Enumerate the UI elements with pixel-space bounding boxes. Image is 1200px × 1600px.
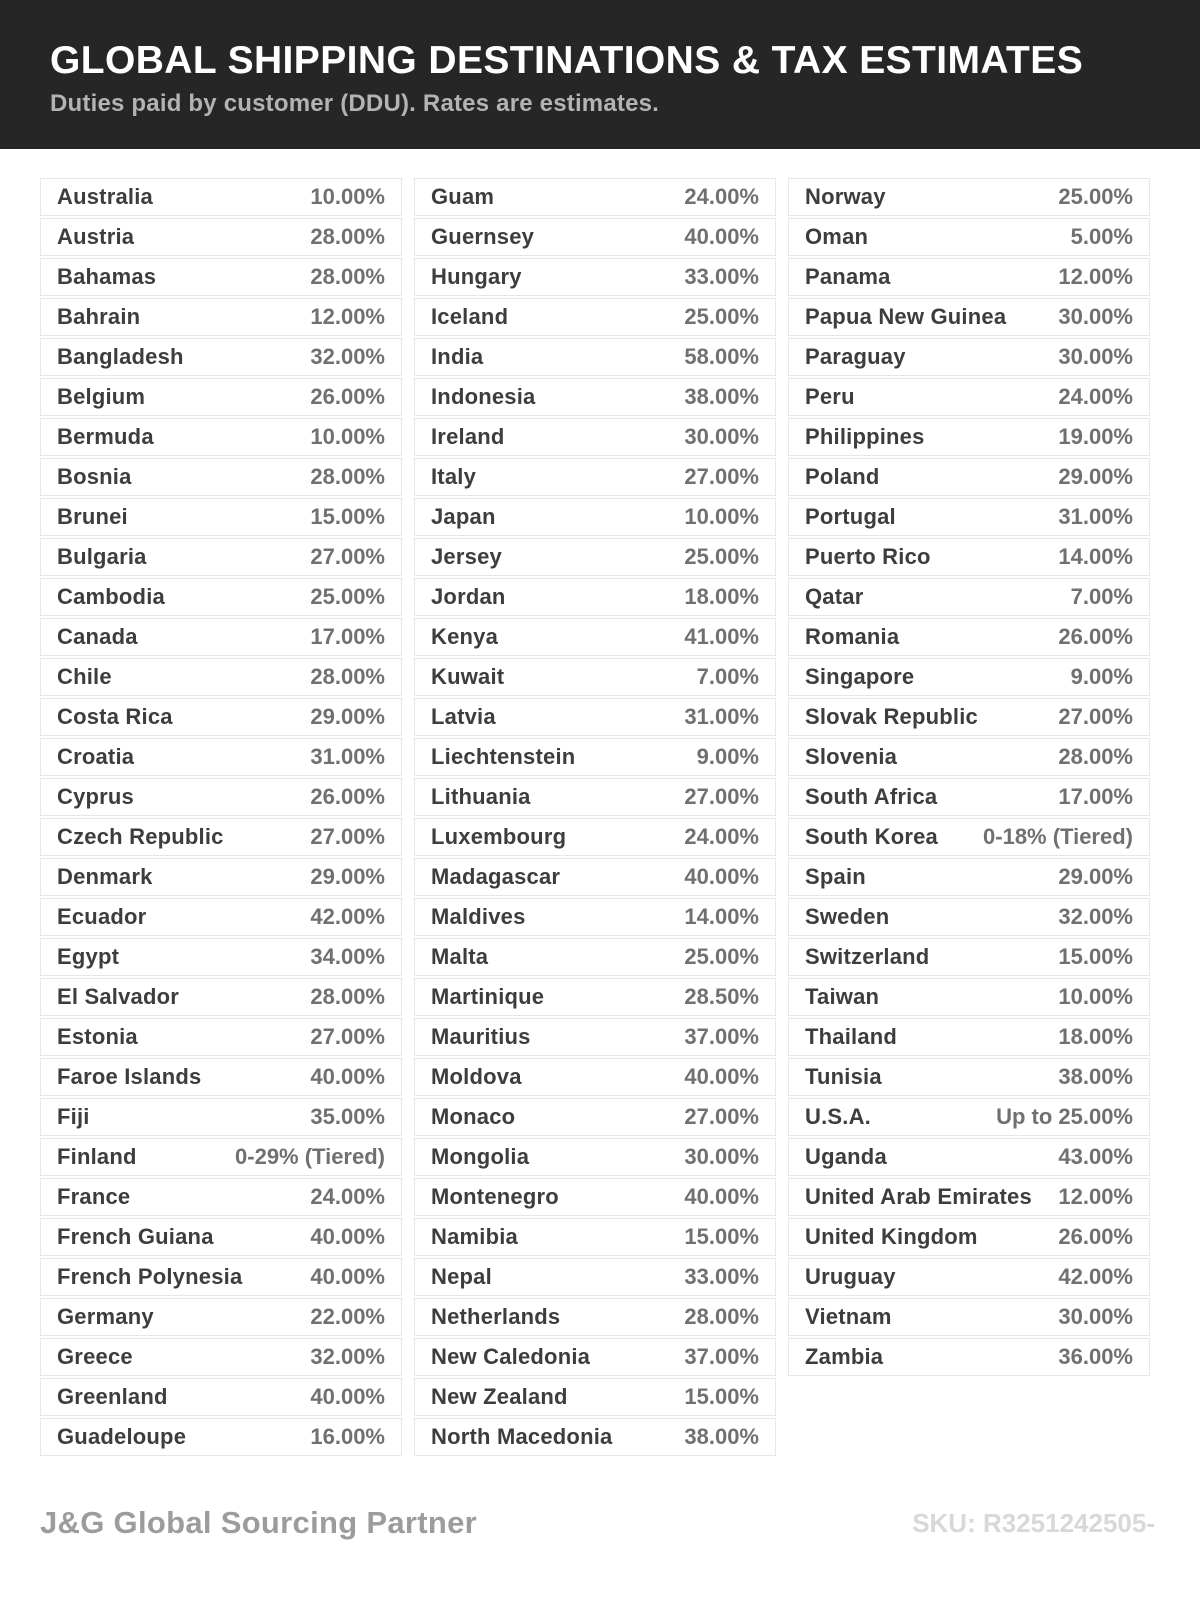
country-name: Switzerland xyxy=(805,944,930,969)
tax-rate-value: 38.00% xyxy=(1058,1064,1133,1089)
tax-rate-value: 28.00% xyxy=(1058,744,1133,769)
footer xyxy=(40,1505,1155,1541)
table-row xyxy=(40,378,402,416)
table-row xyxy=(414,498,776,536)
country-name: Moldova xyxy=(431,1064,522,1089)
table-row xyxy=(414,258,776,296)
tax-rate-value: 16.00% xyxy=(310,1424,385,1449)
tax-rate-value: 25.00% xyxy=(1058,184,1133,209)
country-name: United Kingdom xyxy=(805,1224,978,1249)
tax-rate-value: 38.00% xyxy=(684,1424,759,1449)
country-name: El Salvador xyxy=(57,984,180,1009)
table-row xyxy=(788,858,1150,896)
country-name: Romania xyxy=(805,624,900,649)
tax-rate-value: 19.00% xyxy=(1058,424,1133,449)
tax-rate-value: 27.00% xyxy=(684,464,759,489)
table-row xyxy=(414,1218,776,1256)
tax-rate-value: 37.00% xyxy=(684,1344,759,1369)
country-name: New Zealand xyxy=(431,1384,568,1409)
country-name: Netherlands xyxy=(431,1304,561,1329)
table-row xyxy=(40,1178,402,1216)
country-name: Liechtenstein xyxy=(431,744,576,769)
table-column-1 xyxy=(40,178,402,1458)
country-name: Ireland xyxy=(431,424,505,449)
country-name: Japan xyxy=(431,504,496,529)
country-name: Mauritius xyxy=(431,1024,531,1049)
tax-rate-value: 26.00% xyxy=(1058,624,1133,649)
country-name: Chile xyxy=(57,664,112,689)
table-row xyxy=(788,698,1150,736)
tax-rate-value: 36.00% xyxy=(1058,1344,1133,1369)
tax-rate-value: 29.00% xyxy=(1058,864,1133,889)
tax-rate-value: 17.00% xyxy=(1058,784,1133,809)
tax-rate-value: 14.00% xyxy=(1058,544,1133,569)
country-name: Bermuda xyxy=(57,424,154,449)
table-row xyxy=(788,1018,1150,1056)
tax-rate-value: 30.00% xyxy=(1058,304,1133,329)
table-row xyxy=(788,338,1150,376)
table-row xyxy=(414,738,776,776)
tax-rate-value: 28.00% xyxy=(310,984,385,1009)
country-name: Malta xyxy=(431,944,489,969)
tax-rate-value: 38.00% xyxy=(684,384,759,409)
table-row xyxy=(414,1138,776,1176)
table-row xyxy=(788,1298,1150,1336)
country-name: Jordan xyxy=(431,584,506,609)
country-name: Philippines xyxy=(805,424,925,449)
country-name: Singapore xyxy=(805,664,915,689)
table-row xyxy=(414,1178,776,1216)
country-name: Norway xyxy=(805,184,886,209)
country-name: North Macedonia xyxy=(431,1424,613,1449)
tax-rate-value: 25.00% xyxy=(310,584,385,609)
table-row xyxy=(414,778,776,816)
country-name: Bosnia xyxy=(57,464,132,489)
table-row xyxy=(788,578,1150,616)
tax-rate-value: 29.00% xyxy=(310,864,385,889)
country-name: Bahrain xyxy=(57,304,141,329)
country-name: French Guiana xyxy=(57,1224,214,1249)
country-name: Kenya xyxy=(431,624,499,649)
table-row xyxy=(414,538,776,576)
tax-rate-value: 32.00% xyxy=(1058,904,1133,929)
table-row xyxy=(788,978,1150,1016)
table-row xyxy=(40,218,402,256)
tax-rate-value: 17.00% xyxy=(310,624,385,649)
tax-rate-value: 30.00% xyxy=(684,1144,759,1169)
sku-label: SKU: R3251242505- xyxy=(912,1507,1155,1538)
table-row xyxy=(40,978,402,1016)
table-row xyxy=(40,458,402,496)
tax-rate-value: 5.00% xyxy=(1070,224,1133,249)
table-row xyxy=(40,538,402,576)
country-name: Poland xyxy=(805,464,880,489)
table-row xyxy=(40,1138,402,1176)
table-row xyxy=(414,218,776,256)
country-name: Ecuador xyxy=(57,904,147,929)
table-row xyxy=(788,218,1150,256)
tax-rate-value: 29.00% xyxy=(310,704,385,729)
country-name: Slovenia xyxy=(805,744,898,769)
country-name: Italy xyxy=(431,464,477,489)
country-name: French Polynesia xyxy=(57,1264,243,1289)
table-column-3 xyxy=(788,178,1150,1378)
country-name: Croatia xyxy=(57,744,135,769)
country-name: Guam xyxy=(431,184,495,209)
table-row xyxy=(788,898,1150,936)
tax-rate-value: 25.00% xyxy=(684,544,759,569)
country-name: Thailand xyxy=(805,1024,898,1049)
table-row xyxy=(40,658,402,696)
table-row xyxy=(414,818,776,856)
country-name: South Africa xyxy=(805,784,938,809)
country-name: Madagascar xyxy=(431,864,561,889)
tax-rate-value: 43.00% xyxy=(1058,1144,1133,1169)
table-row xyxy=(788,1338,1150,1376)
table-row xyxy=(788,538,1150,576)
country-name: Guernsey xyxy=(431,224,535,249)
country-name: Egypt xyxy=(57,944,120,969)
brand-name: J&G Global Sourcing Partner xyxy=(40,1505,478,1540)
table-row xyxy=(414,938,776,976)
tax-rate-value: 9.00% xyxy=(696,744,759,769)
country-name: Slovak Republic xyxy=(805,704,978,729)
country-name: Indonesia xyxy=(431,384,536,409)
country-name: Monaco xyxy=(431,1104,516,1129)
table-row xyxy=(788,1058,1150,1096)
tax-rate-value: 40.00% xyxy=(684,1184,759,1209)
tax-rate-value: 27.00% xyxy=(310,544,385,569)
table-row xyxy=(414,1018,776,1056)
tax-rate-value: 26.00% xyxy=(1058,1224,1133,1249)
tax-rate-value: 29.00% xyxy=(1058,464,1133,489)
table-row xyxy=(788,1258,1150,1296)
tax-rate-value: 28.00% xyxy=(310,464,385,489)
table-row xyxy=(40,898,402,936)
country-name: Sweden xyxy=(805,904,890,929)
tax-rate-value: 40.00% xyxy=(310,1224,385,1249)
table-row xyxy=(788,458,1150,496)
tax-rate-value: 22.00% xyxy=(310,1304,385,1329)
table-row xyxy=(40,498,402,536)
country-name: Finland xyxy=(57,1144,137,1169)
tax-rate-value: 12.00% xyxy=(1058,264,1133,289)
tax-rate-value: 30.00% xyxy=(1058,1304,1133,1329)
country-name: Estonia xyxy=(57,1024,138,1049)
table-row xyxy=(40,618,402,656)
tax-rate-value: 12.00% xyxy=(1058,1184,1133,1209)
tax-rate-value: 30.00% xyxy=(1058,344,1133,369)
tax-rate-value: 18.00% xyxy=(1058,1024,1133,1049)
tax-rate-value: 10.00% xyxy=(310,424,385,449)
tax-rate-value: 28.00% xyxy=(310,264,385,289)
table-row xyxy=(414,378,776,416)
table-row xyxy=(40,1218,402,1256)
country-name: Bulgaria xyxy=(57,544,147,569)
table-row xyxy=(40,1018,402,1056)
tax-rate-value: 0-18% (Tiered) xyxy=(983,824,1133,849)
table-row xyxy=(414,978,776,1016)
country-name: Czech Republic xyxy=(57,824,224,849)
table-column-2 xyxy=(414,178,776,1458)
table-row xyxy=(40,1058,402,1096)
tax-rate-value: 25.00% xyxy=(684,944,759,969)
country-name: Martinique xyxy=(431,984,545,1009)
tax-rate-value: 32.00% xyxy=(310,344,385,369)
tax-rate-value: 27.00% xyxy=(310,824,385,849)
tax-rate-value: 10.00% xyxy=(1058,984,1133,1009)
tax-rate-value: 30.00% xyxy=(684,424,759,449)
table-row xyxy=(788,738,1150,776)
tax-rate-value: 33.00% xyxy=(684,1264,759,1289)
table-row xyxy=(40,178,402,216)
country-name: Taiwan xyxy=(805,984,880,1009)
table-row xyxy=(414,298,776,336)
tax-rate-value: 15.00% xyxy=(684,1384,759,1409)
country-name: Uganda xyxy=(805,1144,887,1169)
tax-rate-value: 28.50% xyxy=(684,984,759,1009)
tax-rate-value: Up to 25.00% xyxy=(996,1104,1133,1129)
table-row xyxy=(414,698,776,736)
table-row xyxy=(788,658,1150,696)
tax-rate-value: 28.00% xyxy=(684,1304,759,1329)
table-row xyxy=(788,618,1150,656)
tax-rate-value: 42.00% xyxy=(1058,1264,1133,1289)
country-name: Faroe Islands xyxy=(57,1064,202,1089)
table-row xyxy=(40,578,402,616)
tax-rate-value: 15.00% xyxy=(684,1224,759,1249)
country-name: Vietnam xyxy=(805,1304,892,1329)
table-row xyxy=(414,1298,776,1336)
tax-rate-value: 58.00% xyxy=(684,344,759,369)
country-name: Australia xyxy=(57,184,153,209)
tax-rate-value: 24.00% xyxy=(1058,384,1133,409)
table-row xyxy=(414,658,776,696)
country-name: Maldives xyxy=(431,904,526,929)
country-name: Qatar xyxy=(805,584,864,609)
table-row xyxy=(414,1098,776,1136)
table-row xyxy=(40,418,402,456)
table-row xyxy=(414,1258,776,1296)
tax-rate-value: 35.00% xyxy=(310,1104,385,1129)
table-row xyxy=(414,1058,776,1096)
country-name: Jersey xyxy=(431,544,502,569)
tax-rate-value: 40.00% xyxy=(684,224,759,249)
country-name: Oman xyxy=(805,224,869,249)
tax-rate-value: 34.00% xyxy=(310,944,385,969)
country-name: United Arab Emirates xyxy=(805,1184,1032,1209)
table-row xyxy=(40,1378,402,1416)
country-name: Paraguay xyxy=(805,344,906,369)
country-name: Cyprus xyxy=(57,784,134,809)
table-row xyxy=(40,938,402,976)
tax-rate-value: 40.00% xyxy=(310,1064,385,1089)
country-name: France xyxy=(57,1184,131,1209)
tax-rate-value: 15.00% xyxy=(1058,944,1133,969)
tax-rate-value: 10.00% xyxy=(684,504,759,529)
table-row xyxy=(414,418,776,456)
country-name: Panama xyxy=(805,264,891,289)
country-name: Hungary xyxy=(431,264,522,289)
country-name: Bangladesh xyxy=(57,344,184,369)
country-name: New Caledonia xyxy=(431,1344,591,1369)
country-name: Iceland xyxy=(431,304,509,329)
tax-rate-value: 40.00% xyxy=(310,1384,385,1409)
country-name: Namibia xyxy=(431,1224,518,1249)
country-name: Portugal xyxy=(805,504,896,529)
table-row xyxy=(40,258,402,296)
table-row xyxy=(788,498,1150,536)
tax-rate-value: 26.00% xyxy=(310,784,385,809)
tax-rate-value: 32.00% xyxy=(310,1344,385,1369)
table-row xyxy=(414,618,776,656)
country-name: Peru xyxy=(805,384,855,409)
table-row xyxy=(40,1418,402,1456)
table-row xyxy=(40,1098,402,1136)
tax-rate-value: 27.00% xyxy=(1058,704,1133,729)
table-row xyxy=(788,778,1150,816)
country-name: Greenland xyxy=(57,1384,168,1409)
table-row xyxy=(788,258,1150,296)
tax-rate-value: 41.00% xyxy=(684,624,759,649)
tax-rate-value: 14.00% xyxy=(684,904,759,929)
tax-rate-value: 15.00% xyxy=(310,504,385,529)
tax-rate-value: 31.00% xyxy=(1058,504,1133,529)
table-row xyxy=(40,298,402,336)
tax-rate-value: 27.00% xyxy=(684,784,759,809)
table-row xyxy=(40,1258,402,1296)
country-name: Austria xyxy=(57,224,135,249)
tax-rate-value: 31.00% xyxy=(310,744,385,769)
table-row xyxy=(788,1178,1150,1216)
tax-rate-value: 28.00% xyxy=(310,224,385,249)
table-row xyxy=(40,818,402,856)
table-row xyxy=(414,1418,776,1456)
tax-rate-value: 10.00% xyxy=(310,184,385,209)
country-name: Canada xyxy=(57,624,138,649)
tax-rate-value: 42.00% xyxy=(310,904,385,929)
country-name: Uruguay xyxy=(805,1264,896,1289)
country-name: Guadeloupe xyxy=(57,1424,187,1449)
country-name: Belgium xyxy=(57,384,146,409)
tax-rate-value: 24.00% xyxy=(684,824,759,849)
table-row xyxy=(40,778,402,816)
table-row xyxy=(40,858,402,896)
table-row xyxy=(788,1098,1150,1136)
table-row xyxy=(788,178,1150,216)
table-row xyxy=(40,338,402,376)
country-name: Montenegro xyxy=(431,1184,559,1209)
tax-rate-value: 40.00% xyxy=(684,864,759,889)
tax-rate-value: 7.00% xyxy=(696,664,759,689)
tax-rate-value: 40.00% xyxy=(684,1064,759,1089)
table-row xyxy=(414,1338,776,1376)
header-banner xyxy=(0,0,1200,149)
country-name: Tunisia xyxy=(805,1064,882,1089)
country-name: India xyxy=(431,344,484,369)
country-name: Mongolia xyxy=(431,1144,530,1169)
tax-rate-value: 37.00% xyxy=(684,1024,759,1049)
table-row xyxy=(40,738,402,776)
tax-rate-value: 33.00% xyxy=(684,264,759,289)
tax-rate-value: 27.00% xyxy=(684,1104,759,1129)
country-name: Bahamas xyxy=(57,264,157,289)
tax-rate-table xyxy=(40,178,1150,1458)
table-row xyxy=(788,298,1150,336)
tax-rate-value: 25.00% xyxy=(684,304,759,329)
tax-rate-value: 24.00% xyxy=(684,184,759,209)
tax-rate-value: 31.00% xyxy=(684,704,759,729)
table-row xyxy=(788,818,1150,856)
country-name: Germany xyxy=(57,1304,154,1329)
country-name: U.S.A. xyxy=(805,1104,871,1129)
country-name: Spain xyxy=(805,864,866,889)
table-row xyxy=(788,418,1150,456)
country-name: Papua New Guinea xyxy=(805,304,1007,329)
tax-rate-value: 18.00% xyxy=(684,584,759,609)
page-title: GLOBAL SHIPPING DESTINATIONS & TAX ESTIMATES xyxy=(50,39,1084,82)
tax-rate-value: 0-29% (Tiered) xyxy=(235,1144,385,1169)
tax-rate-value: 27.00% xyxy=(310,1024,385,1049)
table-row xyxy=(40,698,402,736)
tax-rate-value: 7.00% xyxy=(1070,584,1133,609)
country-name: Puerto Rico xyxy=(805,544,931,569)
tax-rate-value: 9.00% xyxy=(1070,664,1133,689)
table-row xyxy=(788,1138,1150,1176)
tax-rate-value: 40.00% xyxy=(310,1264,385,1289)
tax-rate-value: 24.00% xyxy=(310,1184,385,1209)
table-row xyxy=(40,1298,402,1336)
country-name: Nepal xyxy=(431,1264,492,1289)
country-name: Lithuania xyxy=(431,784,531,809)
country-name: Kuwait xyxy=(431,664,505,689)
table-row xyxy=(788,378,1150,416)
table-row xyxy=(40,1338,402,1376)
table-row xyxy=(414,178,776,216)
table-row xyxy=(414,578,776,616)
table-row xyxy=(414,858,776,896)
country-name: Cambodia xyxy=(57,584,165,609)
country-name: Fiji xyxy=(57,1104,90,1129)
country-name: South Korea xyxy=(805,824,938,849)
table-row xyxy=(414,338,776,376)
tax-rate-value: 28.00% xyxy=(310,664,385,689)
table-row xyxy=(414,458,776,496)
country-name: Latvia xyxy=(431,704,496,729)
table-row xyxy=(788,1218,1150,1256)
country-name: Greece xyxy=(57,1344,133,1369)
tax-rate-value: 26.00% xyxy=(310,384,385,409)
country-name: Zambia xyxy=(805,1344,884,1369)
table-row xyxy=(414,898,776,936)
table-row xyxy=(414,1378,776,1416)
country-name: Brunei xyxy=(57,504,128,529)
tax-rate-value: 12.00% xyxy=(310,304,385,329)
country-name: Costa Rica xyxy=(57,704,173,729)
page-subtitle: Duties paid by customer (DDU). Rates are estimates. xyxy=(50,89,660,117)
table-row xyxy=(788,938,1150,976)
country-name: Luxembourg xyxy=(431,824,567,849)
country-name: Denmark xyxy=(57,864,153,889)
